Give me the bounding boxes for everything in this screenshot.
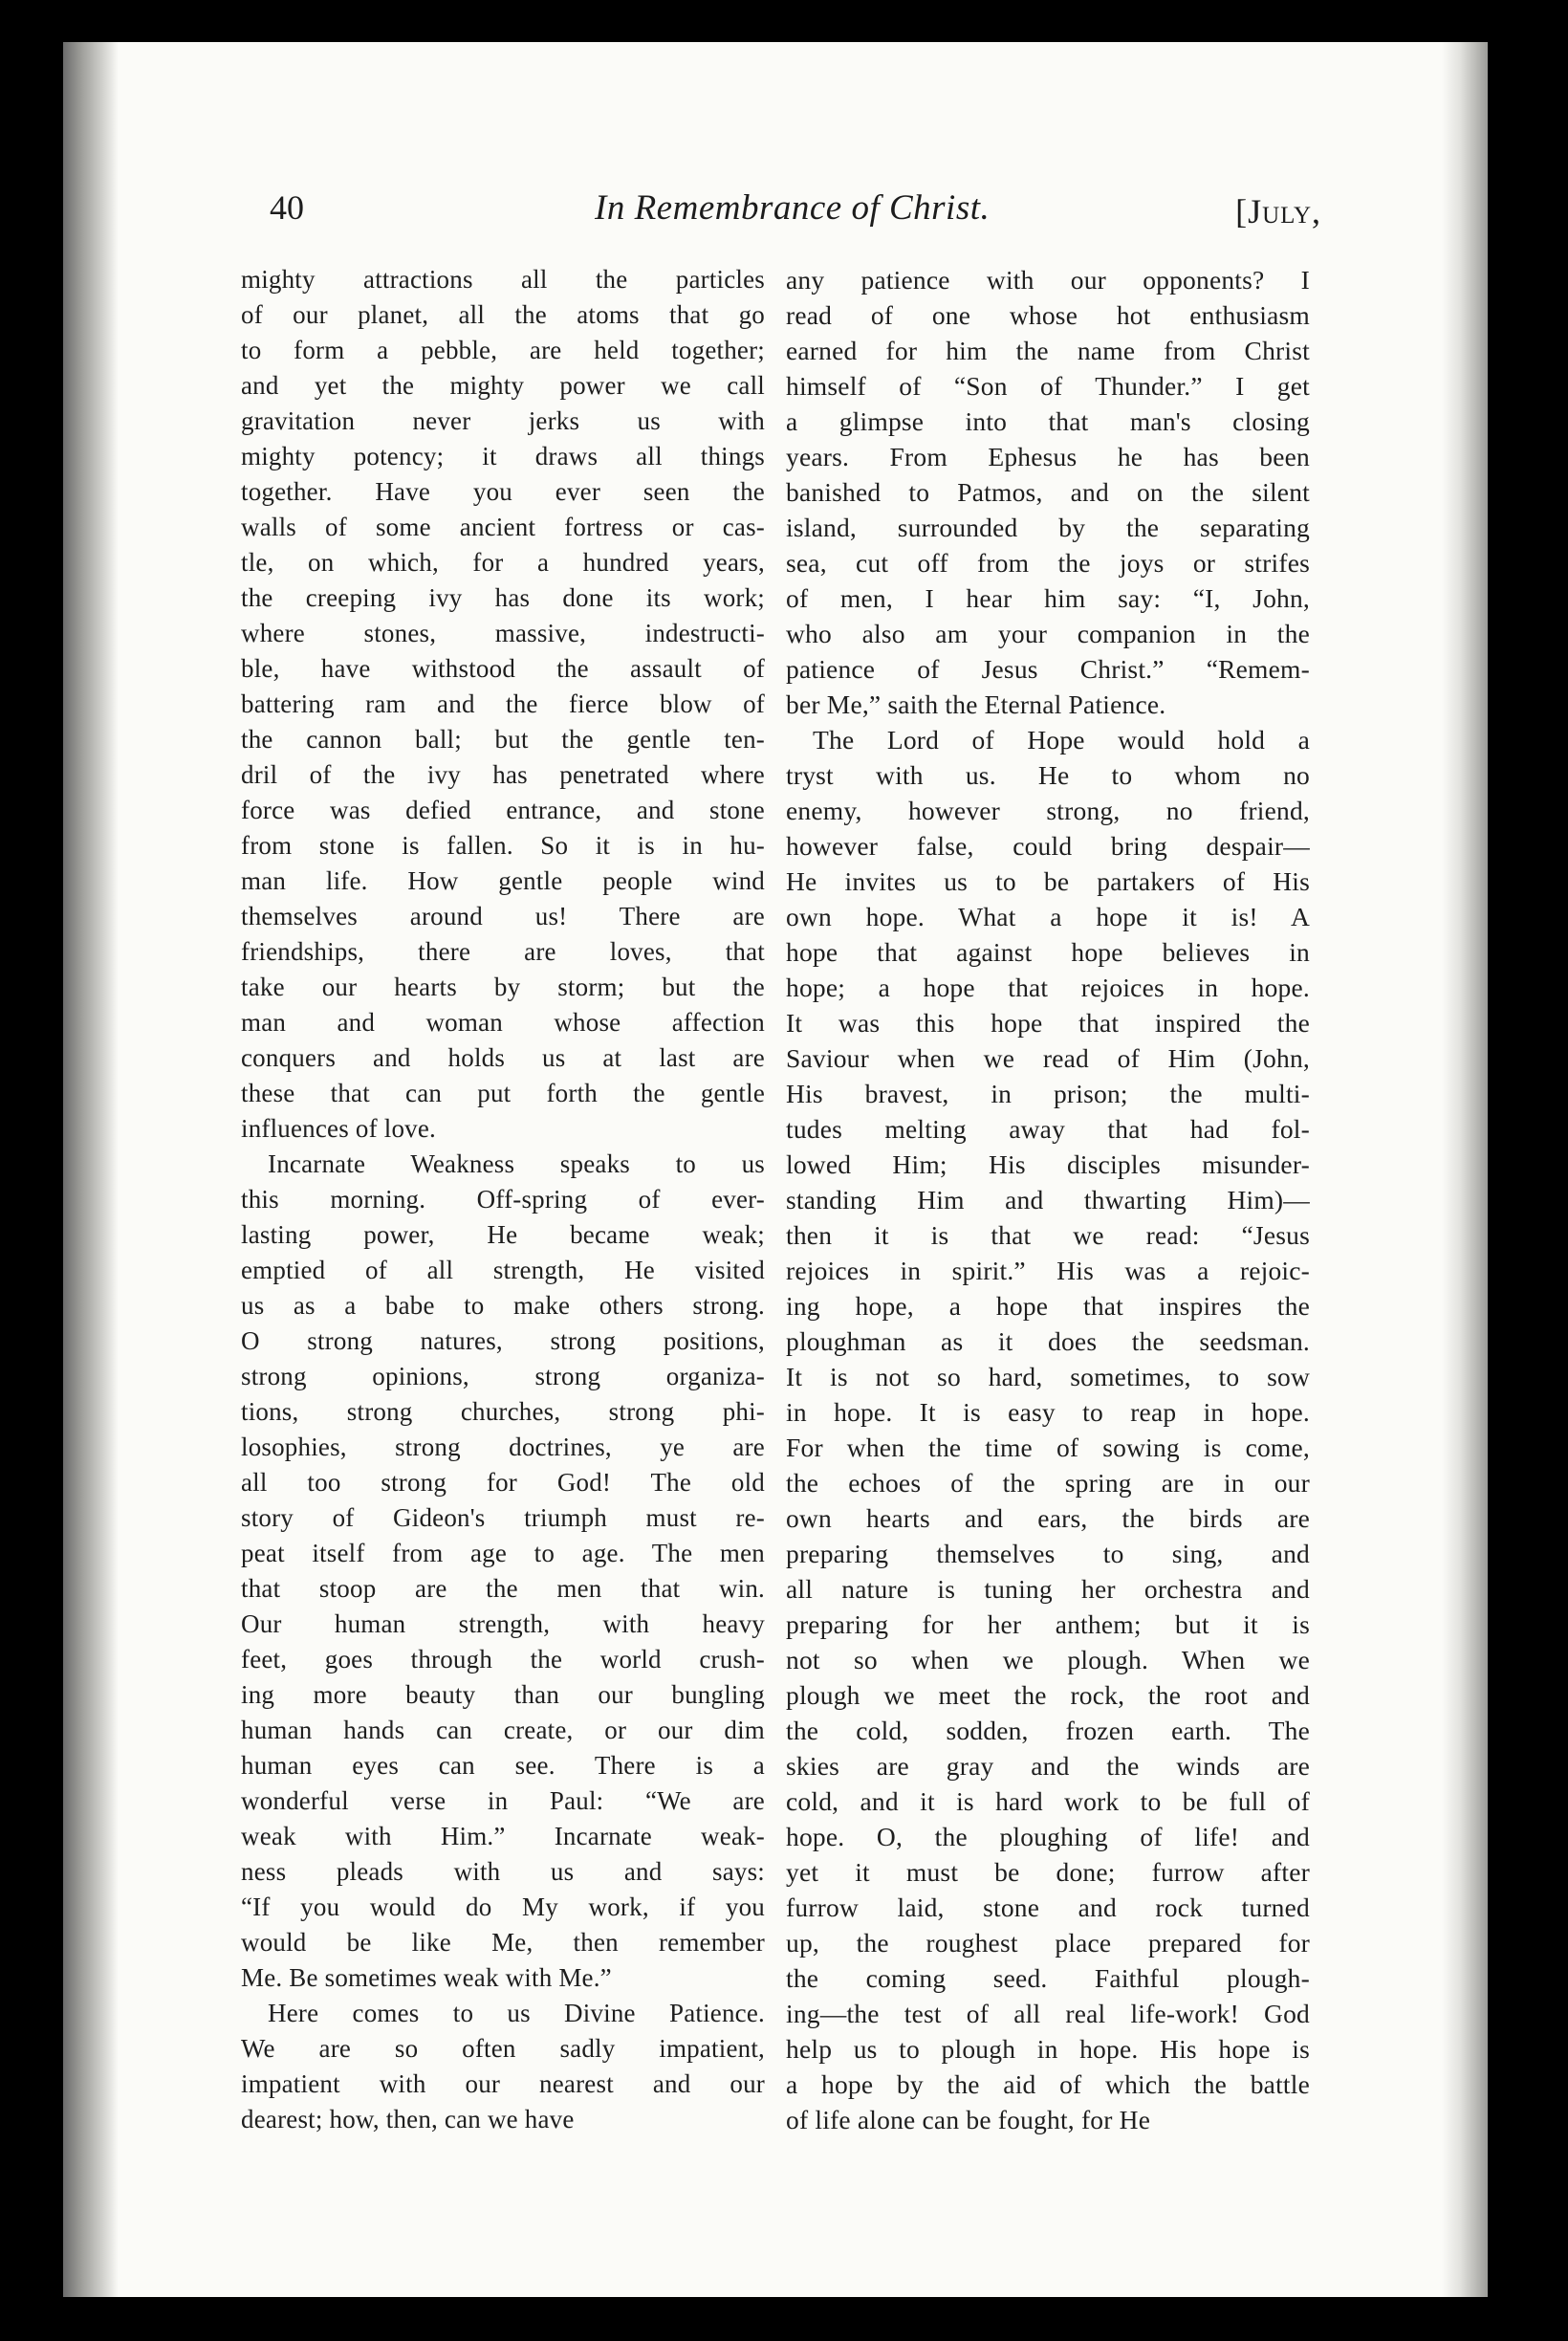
text-line: ing—the test of all real life-work! God [786,1999,1310,2028]
text-line: of life alone can be fought, for He [786,2105,1151,2134]
page-edge-shadow [1442,42,1488,2297]
text-line: Saviour when we read of Him (John, [786,1043,1310,1073]
left-column [241,262,765,2137]
text-line: mighty potency; it draws all things [241,442,765,470]
text-line: Here comes to us Divine Patience. [268,1999,765,2027]
text-line: tudes melting away that had fol- [786,1114,1310,1144]
text-line: Incarnate Weakness speaks to us [268,1149,765,1178]
text-line: Me. Be sometimes weak with Me.” [241,1963,612,1992]
text-line: not so when we plough. When we [786,1645,1310,1674]
text-line: of our planet, all the atoms that go [241,300,765,329]
text-line: influences of love. [241,1114,436,1143]
text-line: themselves around us! There are [241,902,765,930]
text-line: friendships, there are loves, that [241,937,765,966]
text-line: Our human strength, with heavy [241,1609,765,1638]
text-line: then it is that we read: “Jesus [786,1220,1310,1250]
text-line: “If you would do My work, if you [241,1892,765,1921]
text-line: It was this hope that inspired the [786,1008,1310,1038]
text-line: however false, could bring despair— [786,831,1310,861]
text-line: We are so often sadly impatient, [241,2034,765,2063]
text-line: and yet the mighty power we call [241,371,765,400]
text-line: enemy, however strong, no friend, [786,796,1310,825]
text-line: battering ram and the fierce blow of [241,689,765,718]
text-line: banished to Patmos, and on the silent [786,477,1310,507]
text-line: strong opinions, strong organiza- [241,1362,765,1390]
text-line: hope that against hope believes in [786,937,1310,967]
text-line: gravitation never jerks us with [241,406,765,435]
text-line: island, surrounded by the separating [786,513,1310,542]
text-line: in hope. It is easy to reap in hope. [786,1397,1310,1427]
text-line: standing Him and thwarting Him)— [786,1185,1310,1214]
text-line: the creeping ivy has done its work; [241,583,765,612]
text-line: O strong natures, strong positions, [241,1326,765,1355]
text-line: sea, cut off from the joys or strifes [786,548,1310,578]
text-line: up, the roughest place prepared for [786,1928,1310,1958]
text-line: together. Have you ever seen the [241,477,765,506]
header-month: [July, [1235,192,1321,230]
text-line: hope; a hope that rejoices in hope. [786,973,1310,1002]
text-line: any patience with our opponents? I [786,265,1310,295]
text-line: man and woman whose affection [241,1008,765,1037]
text-line: who also am your companion in the [786,619,1310,648]
text-line: For when the time of sowing is come, [786,1433,1310,1462]
text-line: wonderful verse in Paul: “We are [241,1786,765,1815]
text-line: The Lord of Hope would hold a [813,725,1310,755]
text-line: the cold, sodden, frozen earth. The [786,1716,1310,1745]
text-line: earned for him the name from Christ [786,336,1310,365]
text-line: all too strong for God! The old [241,1468,765,1497]
text-line: patience of Jesus Christ.” “Remem- [786,654,1310,684]
text-line: force was defied entrance, and stone [241,796,765,824]
text-line: years. From Ephesus he has been [786,442,1310,471]
text-line: mighty attractions all the particles [241,265,765,294]
text-line: tle, on which, for a hundred years, [241,548,765,577]
page-number: 40 [270,188,304,227]
text-line: ber Me,” saith the Eternal Patience. [786,689,1166,719]
text-line: He invites us to be partakers of His [786,866,1310,896]
text-line: ble, have withstood the assault of [241,654,765,683]
text-line: skies are gray and the winds are [786,1751,1310,1781]
text-line: a hope by the aid of which the battle [786,2069,1310,2099]
text-line: dril of the ivy has penetrated where [241,760,765,789]
text-line: tions, strong churches, strong phi- [241,1397,765,1426]
text-line: dearest; how, then, can we have [241,2105,575,2133]
text-line: yet it must be done; furrow after [786,1857,1310,1887]
text-line: furrow laid, stone and rock turned [786,1892,1310,1922]
text-line: weak with Him.” Incarnate weak- [241,1822,765,1850]
text-line: a glimpse into that man's closing [786,406,1310,436]
text-line: lasting power, He became weak; [241,1220,765,1249]
text-line: man life. How gentle people wind [241,866,765,895]
text-line: hope. O, the ploughing of life! and [786,1822,1310,1851]
text-line: take our hearts by storm; but the [241,973,765,1001]
text-line: own hope. What a hope it is! A [786,902,1310,931]
text-line: His bravest, in prison; the multi- [786,1079,1310,1108]
text-line: lowed Him; His disciples misunder- [786,1149,1310,1179]
text-line: us as a babe to make others strong. [241,1291,765,1320]
text-line: preparing themselves to sing, and [786,1539,1310,1568]
text-line: rejoices in spirit.” His was a rejoic- [786,1256,1310,1285]
text-line: would be like Me, then remember [241,1928,765,1957]
text-line: emptied of all strength, He visited [241,1256,765,1284]
text-line: ploughman as it does the seedsman. [786,1326,1310,1356]
text-line: ing hope, a hope that inspires the [786,1291,1310,1321]
body-text [241,262,1310,2175]
text-line: from stone is fallen. So it is in hu- [241,831,765,860]
text-line: plough we meet the rock, the root and [786,1680,1310,1710]
binding-gutter-shadow [63,42,119,2297]
text-line: conquers and holds us at last are [241,1043,765,1072]
text-line: cold, and it is hard work to be full of [786,1786,1310,1816]
text-line: human hands can create, or our dim [241,1716,765,1744]
text-line: impatient with our nearest and our [241,2069,765,2098]
text-line: the echoes of the spring are in our [786,1468,1310,1498]
text-line: ing more beauty than our bungling [241,1680,765,1709]
text-line: to form a pebble, are held together; [241,336,765,364]
text-line: preparing for her anthem; but it is [786,1609,1310,1639]
right-column [786,262,1310,2137]
text-line: the cannon ball; but the gentle ten- [241,725,765,754]
text-line: that stoop are the men that win. [241,1574,765,1603]
text-line: own hearts and ears, the birds are [786,1503,1310,1533]
text-line: peat itself from age to age. The men [241,1539,765,1567]
text-line: losophies, strong doctrines, ye are [241,1433,765,1461]
text-line: human eyes can see. There is a [241,1751,765,1780]
text-line: all nature is tuning her orchestra and [786,1574,1310,1604]
text-line: himself of “Son of Thunder.” I get [786,371,1310,401]
text-line: tryst with us. He to whom no [786,760,1310,790]
text-line: walls of some ancient fortress or cas- [241,513,765,541]
text-line: this morning. Off-spring of ever- [241,1185,765,1214]
text-line: the coming seed. Faithful plough- [786,1963,1310,1993]
text-line: It is not so hard, sometimes, to sow [786,1362,1310,1391]
text-line: help us to plough in hope. His hope is [786,2034,1310,2064]
text-line: of men, I hear him say: “I, John, [786,583,1310,613]
text-line: these that can put forth the gentle [241,1079,765,1107]
text-line: read of one whose hot enthusiasm [786,300,1310,330]
text-line: where stones, massive, indestructi- [241,619,765,647]
text-line: story of Gideon's triumph must re- [241,1503,765,1532]
text-line: ness pleads with us and says: [241,1857,765,1886]
running-header [270,187,1321,241]
text-line: feet, goes through the world crush- [241,1645,765,1674]
running-title: In Remembrance of Christ. [595,188,991,228]
